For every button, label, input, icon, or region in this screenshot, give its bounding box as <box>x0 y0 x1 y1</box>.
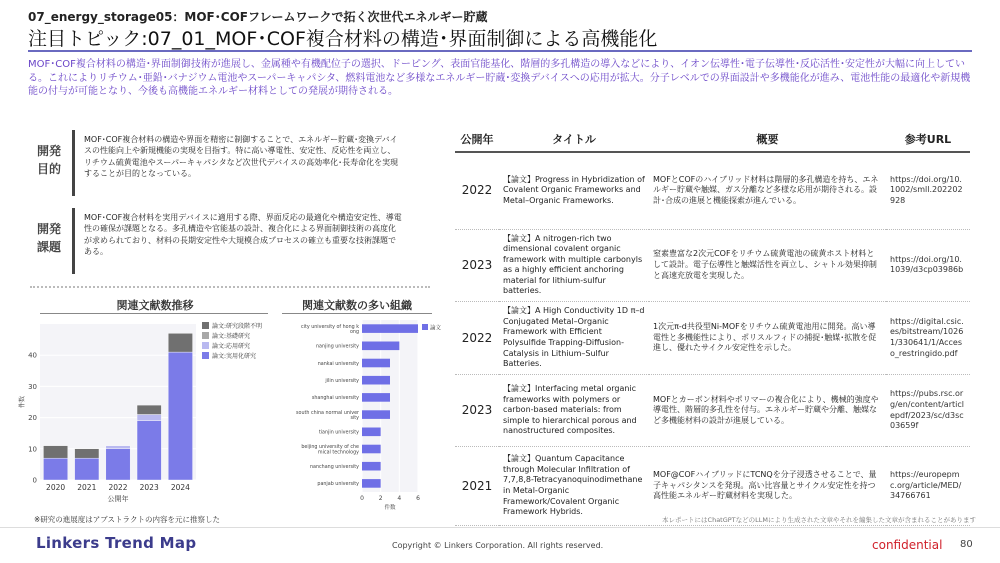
x-axis-label: 公開年 <box>107 495 129 503</box>
org-label: city university of hong k ong <box>301 324 359 336</box>
org-bar <box>362 445 381 454</box>
legend-label: 論文:応用研究 <box>212 343 251 350</box>
row-summary: 窒素豊富な2次元COFをリチウム硫黄電池の硫黄ホスト材料として設計。電子伝導性と触媒活性を両立し、シャトル効果抑制と高速充放電を実現した。 <box>649 229 886 302</box>
row-year: 2022 <box>455 152 499 229</box>
x-tick-label: 0 <box>360 495 364 502</box>
legend-swatch <box>202 332 209 339</box>
table-row <box>455 229 970 302</box>
legend-label: 論文:実用化研究 <box>212 353 257 360</box>
org-bar <box>362 462 381 471</box>
page-number: 80 <box>960 539 973 550</box>
org-label: nanchang university <box>310 465 359 470</box>
x-tick-label: 6 <box>416 495 420 502</box>
legend-label: 論文:研究段階不明 <box>212 323 263 330</box>
x-tick-label: 2 <box>378 495 383 502</box>
org-label: panjab university <box>317 482 359 488</box>
org-label: shanghai university <box>311 396 359 402</box>
row-title: 【論文】Progress in Hybridization of Covalent Organic Frameworks and Metal–Organic Frameworks. <box>499 152 649 229</box>
header-summary: 概要 <box>649 128 886 152</box>
y-tick-label: 0 <box>32 476 37 485</box>
row-url-link[interactable]: https://doi.org/10.1002/smll.202202928 <box>886 152 970 229</box>
org-label: jilin university <box>325 379 359 384</box>
breadcrumb: 07_energy_storage05：MOF･COFフレームワークで拓く次世代エネルギー貯蔵 <box>28 10 488 24</box>
challenge-bar <box>72 208 75 274</box>
bar-segment <box>75 449 99 458</box>
row-year: 2021 <box>455 447 499 526</box>
purpose-block <box>34 130 404 196</box>
y-tick-label: 40 <box>28 351 37 360</box>
x-tick-label: 4 <box>397 495 402 502</box>
challenge-text: MOF･COF複合材料を実用デバイスに適用する際、界面反応の最適化や構造安定性、導電性の確保が課題となる。多孔構造や官能基の設計、複合化による界面制御技術の高度化が求められており、材料の長期安定性や大規模合成プロセスの確立も重要な技術課題である。 <box>84 213 402 257</box>
org-chart-title: 関連文献数の多い組織 <box>302 299 412 312</box>
org-bar <box>362 479 381 488</box>
challenge-block <box>34 208 404 274</box>
bar-segment <box>137 414 161 420</box>
table-row <box>455 447 970 526</box>
legend-swatch <box>202 342 209 349</box>
row-summary: MOFとCOFのハイブリッド材料は階層的多孔構造を持ち、エネルギー貯蔵や触媒、ガス分離など多様な応用が期待される。設計･合成の進展と機能探索が進んでいる。 <box>649 152 886 229</box>
org-chart-underline <box>282 313 432 314</box>
legend-swatch <box>202 322 209 329</box>
legend-label: 論文 <box>430 325 442 332</box>
row-title: 【論文】A nitrogen-rich two dimensional covalent organic framework with multiple carbonyls as a highly efficient anchoring material for lithium-sulfur batteries. <box>499 229 649 302</box>
row-title: 【論文】Interfacing metal organic frameworks with polymers or carbon-based materials: from simple to hierarchical porous and nanostructured composites. <box>499 375 649 447</box>
legend-swatch <box>202 352 209 359</box>
section-divider <box>30 286 430 288</box>
org-bar <box>362 359 390 368</box>
footnote: ※研究の進展度はアブストラクトの内容を元に推察した <box>34 515 220 524</box>
y-axis-label: 件数 <box>19 395 26 409</box>
header-url: 参考URL <box>886 128 970 152</box>
bar-segment <box>43 446 67 458</box>
org-label: south china normal univer sity <box>296 410 359 422</box>
row-year: 2023 <box>455 229 499 302</box>
row-url-link[interactable]: https://doi.org/10.1039/d3cp03986b <box>886 229 970 302</box>
org-label: tianjin university <box>318 430 359 436</box>
y-tick-label: 20 <box>28 414 37 423</box>
bar-segment <box>75 458 99 480</box>
bar-segment <box>43 458 67 480</box>
bar-segment <box>168 333 192 352</box>
bar-segment <box>168 352 192 480</box>
row-year: 2023 <box>455 375 499 447</box>
header-year: 公開年 <box>455 128 499 152</box>
row-title: 【論文】Quantum Capacitance through Molecular Infiltration of 7,7,8,8-Tetracyanoquinodimethane in Metal-Organic Framework/Covalent Organic Framework Hybrids. <box>499 447 649 526</box>
challenge-label: 開発課題 <box>36 222 61 254</box>
trend-chart-title: 関連文献数推移 <box>116 299 194 312</box>
org-label: nanjing university <box>315 344 359 350</box>
table-header-row <box>455 128 970 152</box>
copyright: Copyright © Linkers Corporation. All rights reserved. <box>392 541 604 550</box>
bar-segment <box>106 449 130 480</box>
row-url-link[interactable]: https://pubs.rsc.org/en/content/articlepdf/2023/sc/d3sc03659f <box>886 375 970 447</box>
title-rule <box>28 50 972 52</box>
reference-table <box>455 128 970 526</box>
row-year: 2022 <box>455 302 499 375</box>
confidential-label: confidential <box>872 538 943 552</box>
llm-disclaimer: 本レポートにはChatGPTなどのLLMにより生成された文章やそれを編集した文章が含まれることがあります <box>662 516 976 524</box>
x-tick-label: 2020 <box>46 483 66 492</box>
x-tick-label: 2022 <box>108 483 128 492</box>
org-bar <box>362 342 399 351</box>
footer-divider <box>0 527 1000 528</box>
row-title: 【論文】A High Conductivity 1D π–d Conjugated Metal–Organic Framework with Efficient Polysulfide Trapping-Diffusion-Catalysis in Lithium–Sulfur Batteries. <box>499 302 649 375</box>
table-row <box>455 375 970 447</box>
org-bar <box>362 428 381 437</box>
x-tick-label: 2024 <box>170 483 190 492</box>
legend-label: 論文:基礎研究 <box>212 333 251 340</box>
y-tick-label: 10 <box>28 445 37 454</box>
y-tick-label: 30 <box>28 382 37 391</box>
purpose-label: 開発目的 <box>36 144 61 176</box>
purpose-bar <box>72 130 75 196</box>
row-url-link[interactable]: https://digital.csic.es/bitstream/10261/330641/1/Acceso_restringido.pdf <box>886 302 970 375</box>
bar-segment <box>106 446 130 449</box>
trend-chart <box>14 316 276 512</box>
page-title: 注目トピック:07_01_MOF･COF複合材料の構造･界面制御による高機能化 <box>28 28 658 50</box>
topic-summary: MOF･COF複合材料の構造･界面制御技術が進展し、金属種や有機配位子の選択、ドーピング、表面官能基化、階層的多孔構造の導入などにより、イオン伝導性･電子伝導性･反応活性･安定性が大幅に向上している。これによりリチウム･亜鉛･バナジウム電池やスーパーキャパシタ、燃料電池など多様なエネルギー貯蔵･変換デバイスへの応用が拡大。分子レベルでの界面設計や多機能化が進み、電池性能の最適化や新規機能の付与が可能となり、今後も高機能エネルギー材料としての発展が期待される。 <box>28 59 971 98</box>
org-label: nankai university <box>317 361 359 367</box>
org-bar <box>362 324 418 333</box>
x-axis-label: 件数 <box>384 505 396 511</box>
row-summary: MOFとカーボン材料やポリマーの複合化により、機械的強度や導電性、階層的多孔性を付与。エネルギー貯蔵や分離、触媒など多機能材料の設計が進展している。 <box>649 375 886 447</box>
x-tick-label: 2021 <box>77 483 97 492</box>
bar-segment <box>137 421 161 480</box>
org-bar <box>362 410 390 419</box>
org-bar <box>362 376 390 385</box>
x-tick-label: 2023 <box>139 483 159 492</box>
legend-swatch <box>422 324 428 330</box>
org-bar <box>362 393 390 402</box>
org-label: beijing university of che mical technology <box>301 445 359 456</box>
row-summary: 1次元π-d共役型Ni-MOFをリチウム硫黄電池用に開発。高い導電性と多機能性により、ポリスルフィドの捕捉･触媒･拡散を促進し、優れたサイクル安定性を示した。 <box>649 302 886 375</box>
table-row <box>455 152 970 229</box>
table-row <box>455 302 970 375</box>
bar-segment <box>137 405 161 414</box>
org-chart <box>276 316 446 512</box>
linkers-logo: Linkers Trend Map <box>36 534 197 552</box>
row-summary: MOF@COFハイブリッドにTCNQを分子浸透させることで、量子キャパシタンスを発現。高い比容量とサイクル安定性を持つ高性能エネルギー貯蔵材料を実現した。 <box>649 447 886 526</box>
trend-chart-underline <box>40 313 268 314</box>
purpose-text: MOF･COF複合材料の構造や界面を精密に制御することで、エネルギー貯蔵･変換デバイスの性能向上や新規機能の実現を目指す。特に高い導電性、安定性、反応性を両立し、リチウム硫黄電池やスーパーキャパシタなど次世代デバイスの高効率化･長寿命化を実現することが目的となっている。 <box>84 135 399 179</box>
header-title: タイトル <box>499 128 649 152</box>
row-url-link[interactable]: https://europepmc.org/article/MED/34766761 <box>886 447 970 526</box>
